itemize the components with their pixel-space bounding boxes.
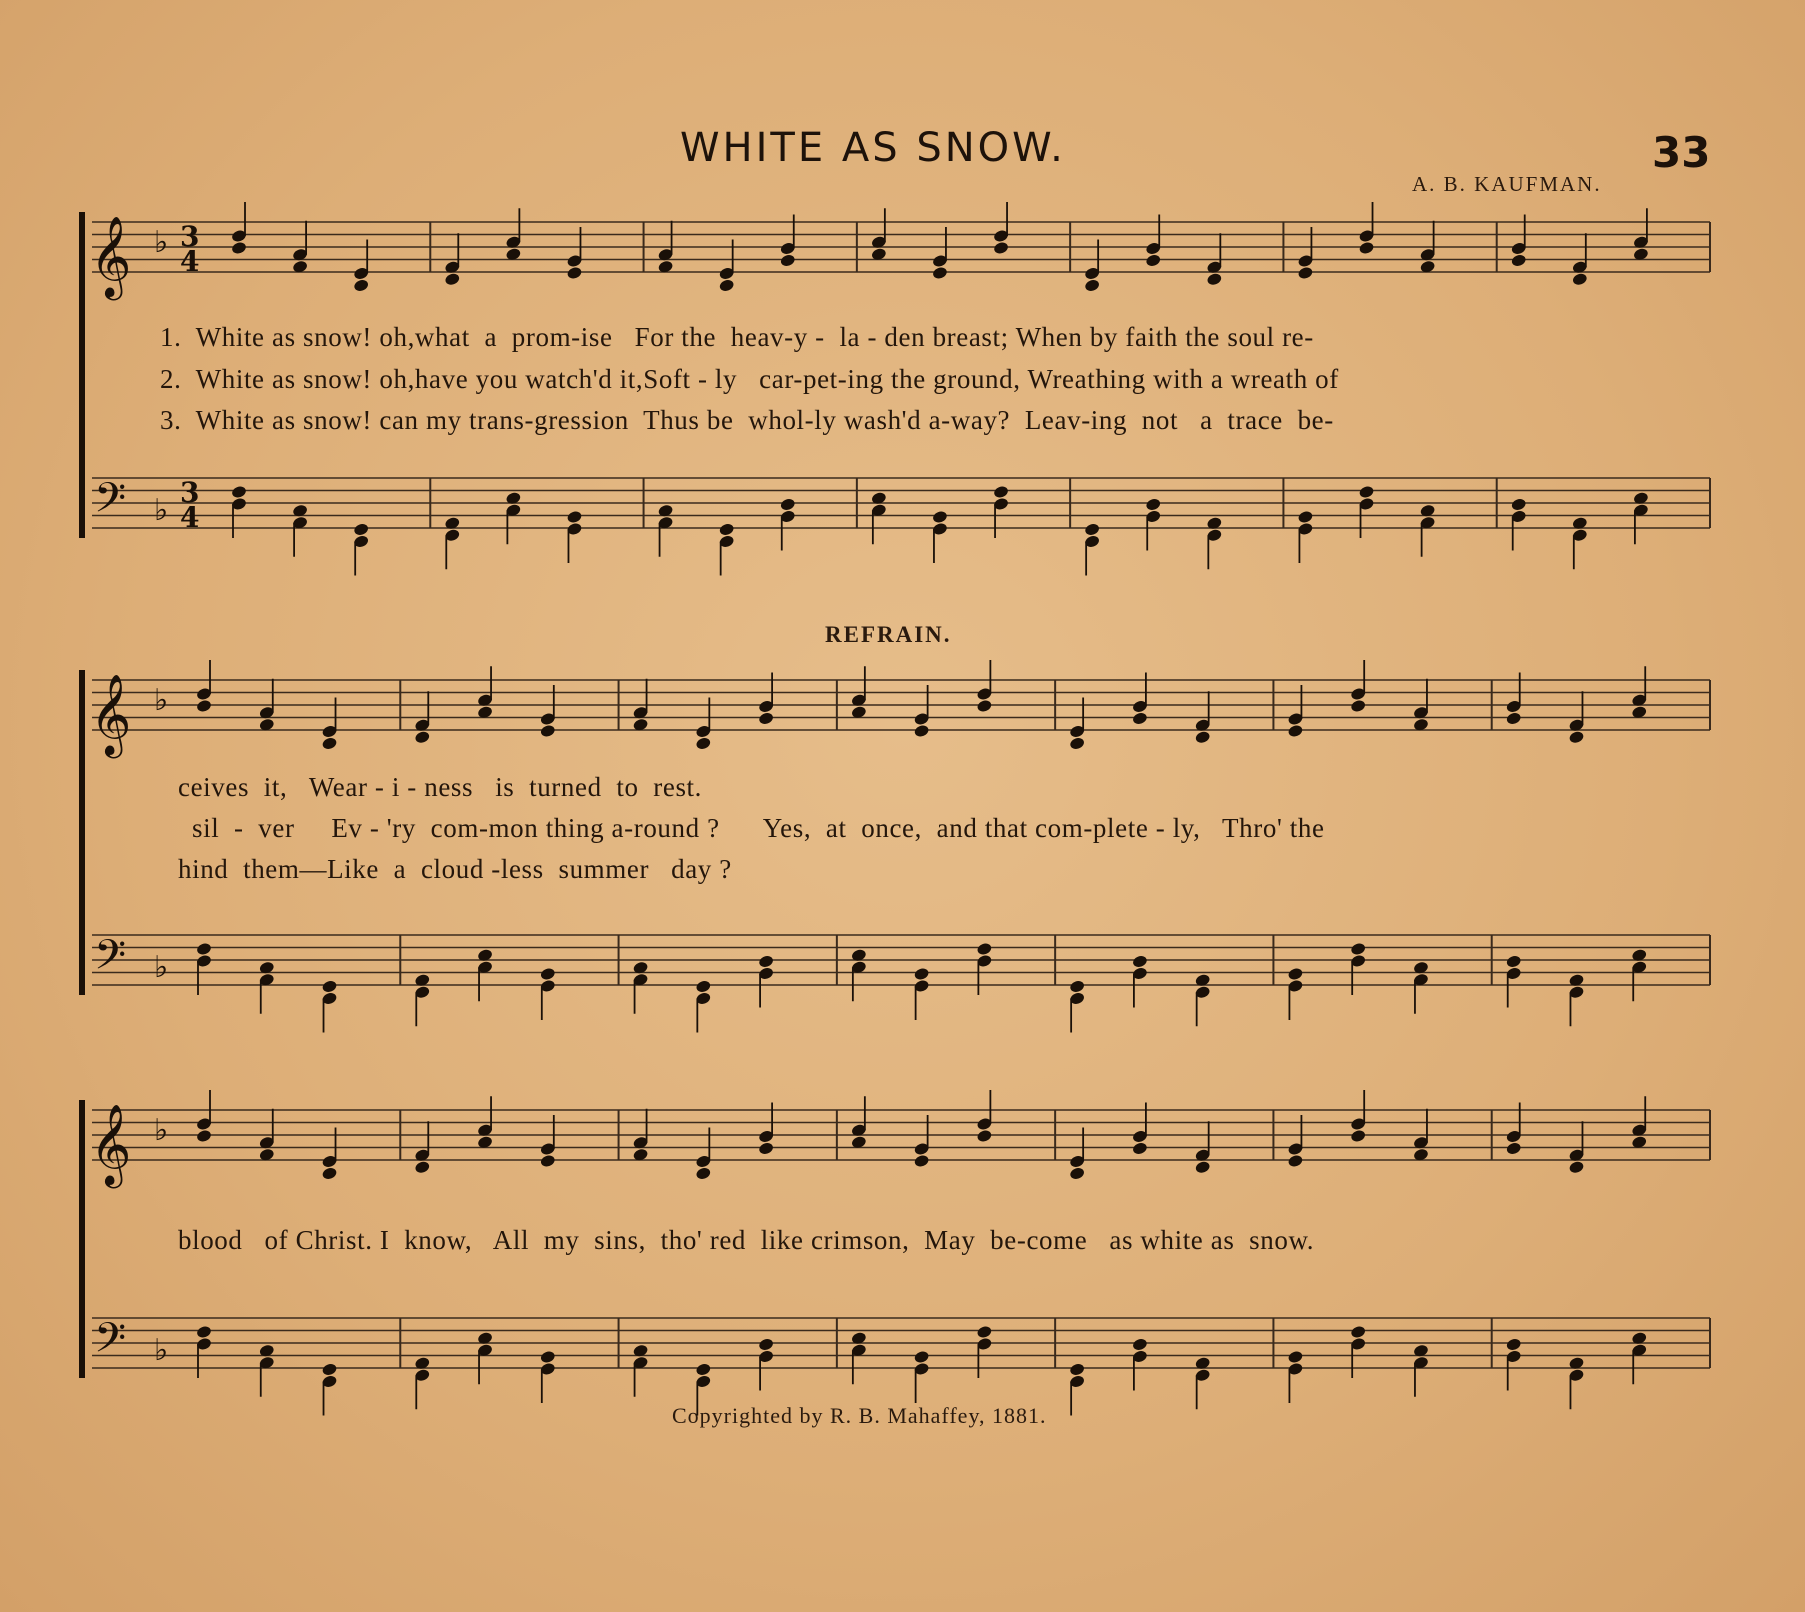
notehead <box>758 1141 775 1156</box>
notehead <box>196 1325 213 1340</box>
notehead <box>1571 272 1588 287</box>
notehead <box>779 253 796 268</box>
notehead <box>1132 1141 1149 1156</box>
notehead <box>1358 241 1375 256</box>
notehead <box>539 967 556 982</box>
notehead <box>695 736 712 751</box>
notehead <box>1568 1160 1585 1175</box>
hymn-title: WHITE AS SNOW. <box>680 125 1066 171</box>
notehead <box>321 1166 338 1181</box>
notehead <box>758 1337 775 1352</box>
notehead <box>718 522 735 537</box>
notehead <box>1510 253 1527 268</box>
notehead <box>231 485 248 500</box>
lyric-line-final: blood of Christ. I know, All my sins, tho' red like crimson, May be-come as white as snow. <box>178 1225 1315 1255</box>
notehead <box>976 1129 993 1144</box>
flat-sign: ♭ <box>154 683 169 718</box>
notehead <box>695 979 712 994</box>
notehead <box>321 979 338 994</box>
notehead <box>444 272 461 287</box>
notehead <box>1350 1325 1367 1340</box>
lyric-line-refrain-2: sil - ver Ev - 'ry com-mon thing a-round ? Yes, at once, and that com-plete - ly, Thro' the <box>192 813 1325 843</box>
notehead <box>414 1160 431 1175</box>
time-signature-bottom: 4 <box>180 501 200 534</box>
copyright-notice: Copyrighted by R. B. Mahaffey, 1881. <box>672 1403 1047 1428</box>
bass-clef-icon: 𝄢 <box>94 931 127 989</box>
bass-clef-icon: 𝄢 <box>94 474 127 532</box>
notehead <box>1206 272 1223 287</box>
notehead <box>1069 1166 1086 1181</box>
notehead <box>913 967 930 982</box>
notehead <box>758 954 775 969</box>
time-signature-top: 3 <box>180 220 200 253</box>
notehead <box>718 278 735 293</box>
notehead <box>993 485 1010 500</box>
time-signature-top: 3 <box>180 476 200 509</box>
notehead <box>539 1350 556 1365</box>
notehead <box>1084 522 1101 537</box>
notehead <box>913 724 930 739</box>
notehead <box>758 711 775 726</box>
notehead <box>695 1362 712 1377</box>
notehead <box>1358 485 1375 500</box>
time-signature-bottom: 4 <box>180 245 200 278</box>
notehead <box>539 1154 556 1169</box>
lyric-line-verse-1: 1. White as snow! oh,what a prom-ise For the heav-y - la - den breast; When by faith the soul re- <box>160 322 1314 352</box>
notehead <box>993 241 1010 256</box>
flat-sign: ♭ <box>154 950 169 985</box>
treble-clef-icon: 𝄞 <box>90 215 132 297</box>
notehead <box>321 736 338 751</box>
notehead <box>1510 497 1527 512</box>
notehead <box>976 1325 993 1340</box>
notehead <box>196 699 213 714</box>
bass-clef-icon: 𝄢 <box>94 1314 127 1372</box>
notehead <box>1194 1160 1211 1175</box>
lyric-line-verse-3: 3. White as snow! can my trans-gression Thus be whol-ly wash'd a-way? Leav-ing not a trace be- <box>160 405 1334 435</box>
notehead <box>976 942 993 957</box>
notehead <box>196 942 213 957</box>
composer-credit: A. B. KAUFMAN. <box>1412 172 1602 196</box>
notehead <box>1194 730 1211 745</box>
notehead <box>539 724 556 739</box>
notehead <box>1297 266 1314 281</box>
notehead <box>1350 699 1367 714</box>
notehead <box>1505 711 1522 726</box>
notehead <box>1069 736 1086 751</box>
notehead <box>932 510 949 525</box>
notehead <box>1505 1141 1522 1156</box>
notehead <box>196 1129 213 1144</box>
refrain-label: REFRAIN. <box>825 622 952 647</box>
notehead <box>695 1166 712 1181</box>
page-number: 33 <box>1652 128 1711 177</box>
notehead <box>779 497 796 512</box>
lyric-line-refrain-1: ceives it, Wear - i - ness is turned to rest. <box>178 772 703 802</box>
notehead <box>1287 1350 1304 1365</box>
notehead <box>1084 278 1101 293</box>
notehead <box>1132 954 1149 969</box>
notehead <box>1297 510 1314 525</box>
notehead <box>913 1350 930 1365</box>
notehead <box>1505 954 1522 969</box>
notehead <box>1568 730 1585 745</box>
notehead <box>353 278 370 293</box>
notehead <box>1350 1129 1367 1144</box>
notehead <box>1145 253 1162 268</box>
treble-clef-icon: 𝄞 <box>90 673 132 755</box>
notehead <box>566 510 583 525</box>
lyric-line-verse-2: 2. White as snow! oh,have you watch'd it,Soft - ly car-pet-ing the ground, Wreathing with a wreath of <box>160 364 1339 394</box>
notehead <box>321 1362 338 1377</box>
flat-sign: ♭ <box>154 225 169 260</box>
notehead <box>1287 1154 1304 1169</box>
treble-clef-icon: 𝄞 <box>90 1103 132 1185</box>
notehead <box>1145 497 1162 512</box>
notehead <box>1069 979 1086 994</box>
notehead <box>1505 1337 1522 1352</box>
notehead <box>1287 967 1304 982</box>
notehead <box>353 522 370 537</box>
notehead <box>976 699 993 714</box>
notehead <box>1132 711 1149 726</box>
notehead <box>932 266 949 281</box>
notehead <box>414 730 431 745</box>
lyric-line-refrain-3: hind them—Like a cloud -less summer day ? <box>178 854 732 884</box>
flat-sign: ♭ <box>154 493 169 528</box>
notehead <box>1287 724 1304 739</box>
notehead <box>231 241 248 256</box>
flat-sign: ♭ <box>154 1113 169 1148</box>
notehead <box>1132 1337 1149 1352</box>
notehead <box>1069 1362 1086 1377</box>
notehead <box>1350 942 1367 957</box>
notehead <box>566 266 583 281</box>
flat-sign: ♭ <box>154 1333 169 1368</box>
notehead <box>913 1154 930 1169</box>
